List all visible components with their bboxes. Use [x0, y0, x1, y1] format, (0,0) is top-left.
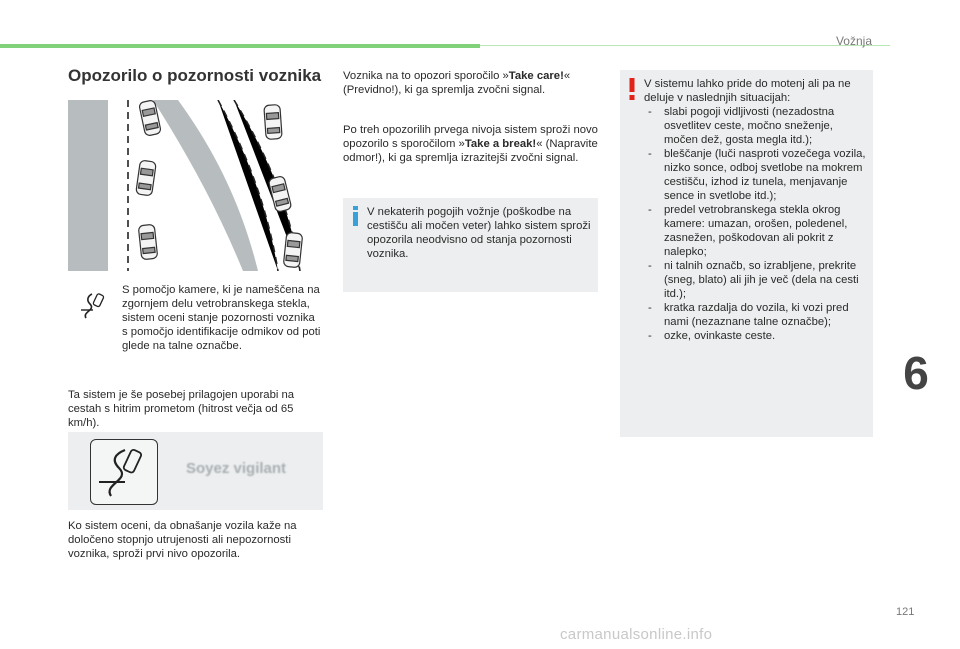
warning-content — [644, 77, 868, 343]
warning-list — [644, 105, 868, 343]
page-number: 121 — [896, 606, 915, 618]
warning-icon — [627, 78, 637, 100]
list-item: - slabi pogoji vidljivosti (nezadostna osvetlitev ceste, močno sneženje, močen dež, gosta megla itd.); — [644, 105, 868, 147]
info-text: V nekaterih pogojih vožnje (poškodbe na cestišču ali močen veter) lahko sistem sproži opozorila neodvisno od stanja pozornosti voznika. — [367, 206, 591, 260]
watermark: carmanualsonline.info — [560, 626, 713, 643]
info-icon — [350, 206, 362, 226]
camera-description: S pomočjo kamere, ki je nameščena na zgornjem delu vetrobranskega stekla, sistem oceni stanje pozornosti voznika s pomočjo identifikacije odmikov od poti glede na talne označbe. — [122, 284, 321, 352]
section-name: Vožnja — [835, 34, 872, 48]
warning-intro: V sistemu lahko pride do motenj ali pa ne deluje v naslednjih situacijah: — [644, 78, 851, 104]
info-box — [343, 198, 598, 292]
warning-box — [620, 70, 873, 437]
paragraph-speed: Ta sistem je še posebej prilagojen uporabi na cestah s hitrim prometom (hitrost večja od 65 km/h). — [68, 389, 295, 429]
take-care-text-b: « (Previdno!), ki ga spremlja zvočni signal. — [343, 70, 571, 96]
lane-drift-illustration-svg — [68, 100, 323, 271]
header-accent-bar — [0, 44, 480, 48]
driver-attention-icon — [78, 290, 108, 320]
list-item: - ozke, ovinkaste ceste. — [644, 329, 868, 343]
lane-drift-illustration — [68, 100, 323, 271]
take-break-text-a: Po treh opozorilih prvega nivoja sistem sproži novo opozorilo s sporočilom » — [343, 124, 598, 150]
chapter-number: 6 — [903, 347, 929, 399]
paragraph-take-break — [343, 123, 598, 165]
take-break-text-b: « (Napravite odmor!), ki ga spremlja izrazitejši zvočni signal. — [343, 138, 598, 164]
paragraph-first-warning: Ko sistem oceni, da obnašanje vozila kaže na določeno stopnjo utrujenosti ali nepozornosti voznika, sproži prvi nivo opozorila. — [68, 520, 297, 560]
driver-attention-large-icon — [91, 440, 157, 504]
take-care-message: Take care! — [508, 70, 564, 82]
paragraph-take-care — [343, 69, 598, 97]
display-icon-frame — [90, 439, 158, 505]
page-title: Opozorilo o pozornosti voznika — [68, 66, 322, 85]
list-item: - ni talnih označb, so izrabljene, prekrite (sneg, blato) ali jih je več (dela na cesti itd.); — [644, 259, 868, 301]
list-item: - bleščanje (luči nasproti vozečega vozila, nizko sonce, odboj svetlobe na mokrem cestišču, izhod iz tunela, menjavanje sence in svetlobe itd.); — [644, 147, 868, 203]
display-message: Soyez vigilant — [186, 460, 287, 477]
header-rule — [480, 45, 890, 46]
take-break-message: Take a break! — [464, 138, 537, 150]
display-panel — [68, 432, 323, 510]
list-item: - kratka razdalja do vozila, ki vozi pred nami (nezaznane talne označbe); — [644, 301, 868, 329]
take-care-text-a: Voznika na to opozori sporočilo » — [343, 70, 509, 82]
list-item: - predel vetrobranskega stekla okrog kamere: umazan, orošen, poledenel, zasnežen, poškodovan ali pokrit z nalepko; — [644, 203, 868, 259]
